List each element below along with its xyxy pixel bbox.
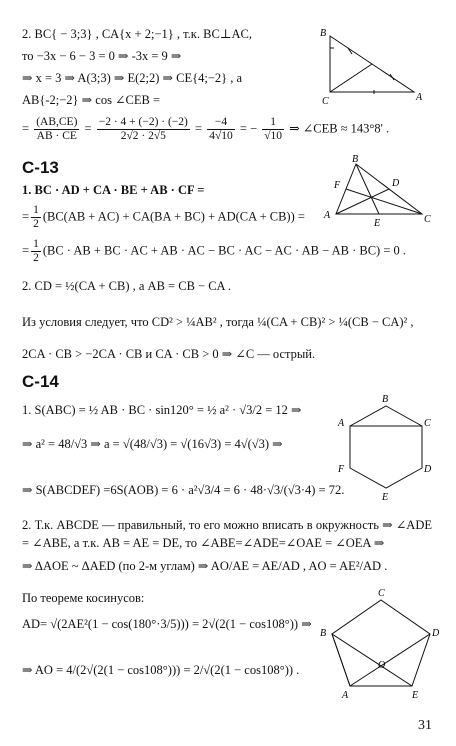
fig2-label-f: F: [334, 180, 341, 191]
fig4-label-a: A: [342, 690, 349, 701]
b3-line7: ⇒ AO = 4/(2√(2(1 − cos108°))) = 2/√(2(1 − cos108°)) .: [22, 663, 300, 677]
b1-line2: то −3x − 6 − 3 = 0 ⇒ -3x = 9 ⇒: [22, 49, 182, 63]
figure-pentagon: [320, 588, 440, 701]
b2-line4: 2. CD = ½(CA + CB) , а AB = CB − CA .: [22, 279, 232, 293]
fig1-label-b: B: [320, 28, 327, 39]
b3-paragraph: 2. Т.к. ABCDE — правильный, то его можно вписать в окружность ⇒ ∠ADE = ∠ABE, а т.к. AB = AE = DE, то ∠ABE=∠ADE=∠OAE = ∠OEA ⇒: [22, 518, 432, 550]
section-c13: С-13: [22, 158, 59, 177]
frac-cos-numeric: $\frac{-2 \cdot 4 + (-2) \cdot (-2)}{2√2 \cdot 2√5}$: [98, 116, 188, 142]
b3-line3: ⇒ S(ABCDEF) =6S(AOB) = 6 · a²√3/4 = 6 · 48·√3/(√3·4) = 72.: [22, 483, 345, 497]
b2-line1: 1. BC · AD + CA · BE + AB · CF =: [22, 183, 205, 197]
b3-line5: По теореме косинусов:: [22, 591, 145, 605]
b3-line4: ⇒ ΔAOE ~ ΔAED (по 2-м углам) ⇒ AO/AE = AE/AD , AO = AE²/AD .: [22, 559, 388, 573]
figure-triangle-medians: [324, 154, 431, 229]
b2-line5: Из условия следует, что CD² > ¼AB² , тогда ¼(CA + CB)² > ¼(CB − CA)² ,: [22, 315, 414, 329]
b2-line6: 2CA · CB > −2CA · CB и CA · CB > 0 ⇒ ∠C — острый.: [22, 347, 316, 361]
fig4-label-b: B: [320, 628, 327, 639]
fig4-label-e: E: [412, 690, 419, 701]
b2-line2: = $\frac{1}{2}$ (BC(AB + AC) + CA(BA + BC) + AD(CA + CB)) =: [22, 204, 305, 230]
fig3-label-c: C: [424, 418, 431, 429]
frac-cos-def: $\frac{(AB,CE)}{AB \cdot CE}$: [36, 116, 78, 142]
fig3-label-f: F: [338, 464, 345, 475]
section-c14: С-14: [22, 372, 59, 391]
frac-cos-simplified: $\frac{-4}{4√10}$: [209, 116, 233, 142]
b1-line4: AB{-2;−2} ⇒ cos ∠CEB =: [22, 93, 161, 107]
fig4-label-c: C: [378, 588, 385, 599]
b1-line5: = $\frac{(AB,CE)}{AB \cdot CE}$ = $\frac{-2 \cdot 4 + (-2) \cdot (-2)}{2√2 \cdot 2√5}$ = $\frac{-4}{4√10}$ = − $\frac{1}{√10}$ ⇒ ∠CEB ≈ 143°8' .: [22, 116, 390, 142]
fig2-label-d: D: [392, 178, 400, 189]
b2-line3: = $\frac{1}{2}$ (BC · AB + BC · AC + AB · AC − BC · AC − AC · AB − AB · BC) = 0 .: [22, 238, 407, 264]
fig2-label-c: C: [424, 214, 431, 225]
b3-line6: AD= √(2AE²(1 − cos(180°·3/5))) = 2√(2(1 − cos108°)) ⇒: [22, 617, 312, 631]
fig1-label-c: C: [322, 96, 329, 107]
fig2-label-a: A: [324, 210, 331, 221]
b3-line2: ⇒ a² = 48/√3 ⇒ a = √(48/√3) = √(16√3) = 4√(√3) ⇒: [22, 437, 283, 451]
fig1-label-a: A: [416, 92, 423, 103]
fig4-label-o: O: [378, 660, 386, 671]
fig3-label-e: E: [382, 492, 389, 503]
fig2-label-e: E: [374, 218, 381, 229]
b1-line3: ⇒ x = 3 ⇒ A(3;3) ⇒ E(2;2) ⇒ CE{4;−2} , а: [22, 71, 243, 85]
fig3-label-d: D: [424, 464, 432, 475]
fig4-label-d: D: [432, 628, 440, 639]
figure-hexagon: [338, 394, 434, 503]
page-number: 31: [418, 718, 432, 733]
fig2-label-b: B: [352, 154, 359, 165]
frac-cos-final: $\frac{1}{√10}$: [264, 116, 283, 142]
b1-line1: 2. BC{ − 3;3} , CA{x + 2;−1} , т.к. BC⊥AC,: [22, 27, 253, 41]
fig3-label-a: A: [338, 418, 345, 429]
b3-line1: 1. S(ABC) = ½ AB · BC · sin120° = ½ a² · √3/2 = 12 ⇒: [22, 403, 302, 417]
fig3-label-b: B: [382, 394, 389, 405]
figure-triangle-bca: [318, 28, 428, 108]
